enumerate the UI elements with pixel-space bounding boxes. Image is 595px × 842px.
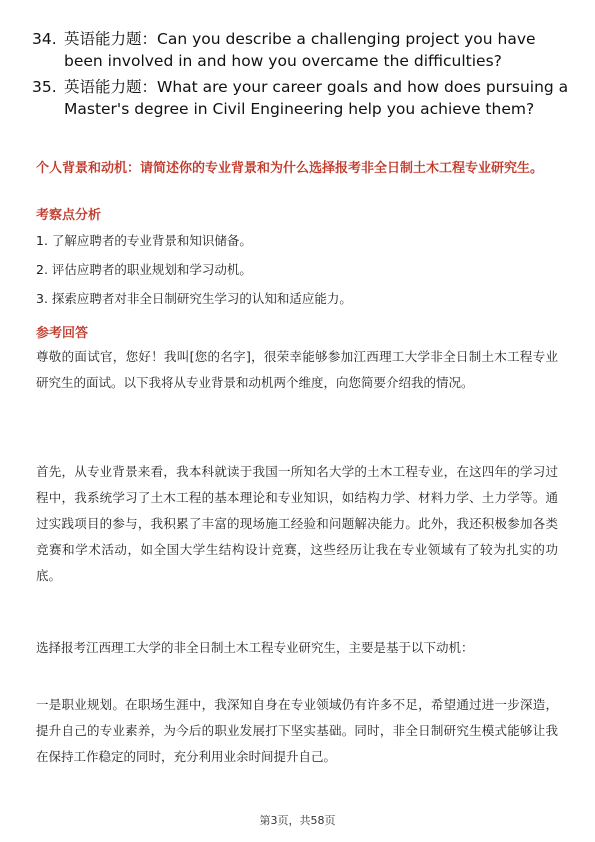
answer-paragraph: 一是职业规划。在职场生涯中，我深知自身在专业领域仍有许多不足，希望通过进一步深造，提升自己的专业素养，为今后的职业发展打下坚实基础。同时，非全日制研究生模式能够让我在保持工作稳定的同时，充分利用业余时间提升自己。 — [36, 697, 558, 764]
answer-paragraph: 选择报考江西理工大学的非全日制土木工程专业研究生，主要是基于以下动机： — [36, 640, 474, 655]
answer-heading: 参考回答 — [36, 326, 89, 341]
analysis-heading: 考察点分析 — [36, 208, 102, 223]
question-text: 英语能力题：Can you describe a challenging project you have been involved in and how you overcame the difficulties? — [64, 30, 536, 70]
question-text: 英语能力题：What are your career goals and how does pursuing a Master's degree in Civil Engineering help you achieve them? — [64, 78, 569, 118]
answer-paragraph: 尊敬的面试官，您好！我叫[您的名字]，很荣幸能够参加江西理工大学非全日制土木工程专业研究生的面试。以下我将从专业背景和动机两个维度，向您简要介绍我的情况。 — [36, 349, 558, 390]
analysis-item: 3. 探索应聘者对非全日制研究生学习的认知和适应能力。 — [36, 291, 352, 306]
question-number: 35. — [32, 78, 57, 96]
answer-paragraph: 首先，从专业背景来看，我本科就读于我国一所知名大学的土木工程专业，在这四年的学习过程中，我系统学习了土木工程的基本理论和专业知识，如结构力学、材料力学、土力学等。通过实践项目的参与，我积累了丰富的现场施工经验和问题解决能力。此外，我还积极参加各类竞赛和学术活动，如全国大学生结构设计竞赛，这些经历让我在专业领域有了较为扎实的功底。 — [36, 464, 558, 583]
section-title: 个人背景和动机：请简述你的专业背景和为什么选择报考非全日制土木工程专业研究生。 — [36, 161, 544, 176]
analysis-item: 1. 了解应聘者的专业背景和知识储备。 — [36, 233, 252, 248]
page-number: 第3页，共58页 — [259, 814, 336, 827]
analysis-item: 2. 评估应聘者的职业规划和学习动机。 — [36, 262, 252, 277]
question-number: 34. — [32, 30, 57, 48]
